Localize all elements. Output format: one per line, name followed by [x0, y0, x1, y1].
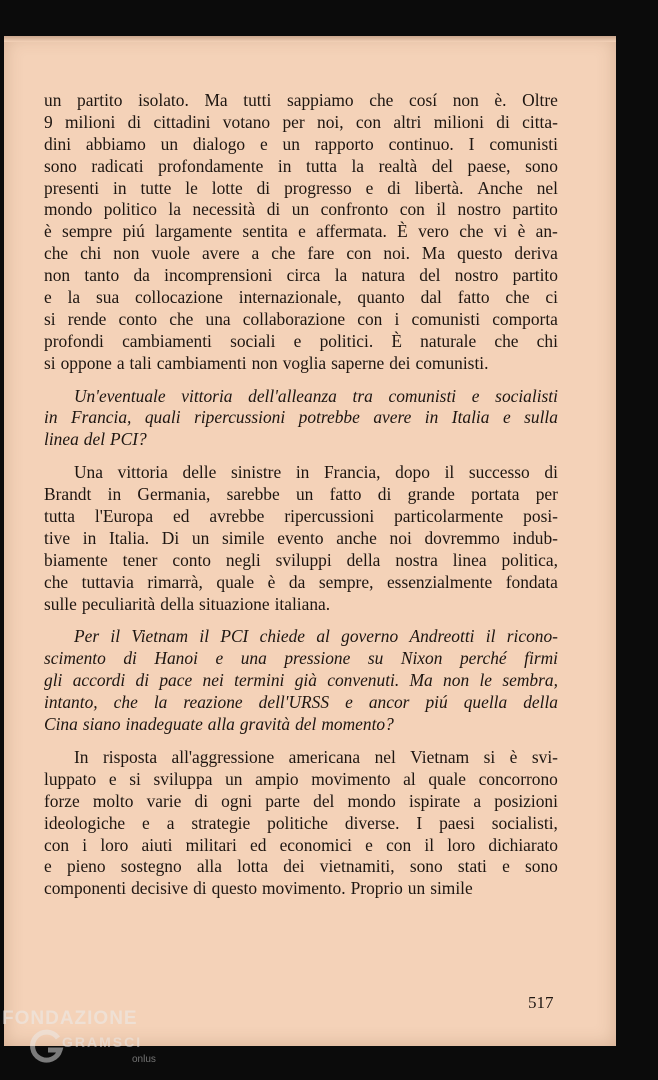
watermark-subtitle: GRAMSCI — [62, 1034, 143, 1050]
page-body-text — [44, 90, 558, 911]
text-line: Per il Vietnam il PCI chiede al governo Andreotti il ricono- — [74, 626, 558, 647]
body-paragraph — [44, 462, 558, 615]
text-line: Brandt in Germania, sarebbe un fatto di grande portata per — [44, 484, 558, 505]
text-line: con i loro aiuti militari ed economici e con il loro dichiarato — [44, 834, 558, 855]
text-line: scimento di Hanoi e una pressione su Nixon perché firmi — [44, 648, 558, 669]
text-line: un partito isolato. Ma tutti sappiamo che cosí non è. Oltre — [44, 90, 558, 110]
text-line: sulle peculiarità della situazione italiana. — [44, 593, 331, 614]
text-line: Un'eventuale vittoria dell'alleanza tra comunisti e socialisti — [74, 385, 558, 406]
text-line: e pieno sostegno alla lotta dei vietnamiti, sono stati e sono — [44, 856, 558, 877]
interview-question — [44, 626, 558, 735]
watermark-logo-icon — [28, 1028, 66, 1066]
watermark-onlus: onlus — [132, 1054, 156, 1065]
text-line: è sempre piú largamente sentita e affermata. È vero che vi è an- — [44, 221, 558, 242]
text-line: biamente tener conto negli sviluppi della nostra linea politica, — [44, 549, 558, 570]
text-line: ideologiche e a strategie politiche diverse. I paesi socialisti, — [44, 812, 558, 833]
text-line: dini abbiamo un dialogo e un rapporto continuo. I comunisti — [44, 133, 558, 154]
body-paragraph — [44, 90, 558, 375]
text-line: Cina siano inadeguate alla gravità del momento? — [44, 714, 394, 735]
body-paragraph — [44, 747, 558, 900]
text-line: in Francia, quali ripercussioni potrebbe avere in Italia e sulla — [44, 407, 558, 428]
text-line: si rende conto che una collaborazione con i comunisti comporta — [44, 308, 558, 329]
watermark-title: FONDAZIONE — [2, 1008, 138, 1029]
text-line: 9 milioni di cittadini votano per noi, con altri milioni di citta- — [44, 111, 558, 132]
text-line: In risposta all'aggressione americana nel Vietnam si è svi- — [74, 746, 558, 767]
page-number: 517 — [528, 993, 554, 1012]
text-line: che chi non vuole avere a che fare con noi. Ma questo deriva — [44, 243, 558, 264]
text-line: Una vittoria delle sinistre in Francia, dopo il successo di — [74, 462, 558, 483]
text-line: che tuttavia rimarrà, quale è da sempre, essenzialmente fondata — [44, 571, 558, 592]
text-line: linea del PCI? — [44, 429, 147, 450]
text-line: tutta l'Europa ed avrebbe ripercussioni particolarmente posi- — [44, 506, 558, 527]
interview-question — [44, 386, 558, 452]
text-line: sono radicati profondamente in tutta la realtà del paese, sono — [44, 155, 558, 176]
text-line: si oppone a tali cambiamenti non voglia saperne dei comunisti. — [44, 352, 489, 373]
page-top-edge — [4, 36, 616, 42]
text-line: mondo politico la necessità di un confronto con il nostro partito — [44, 199, 558, 220]
text-line: forze molto varie di ogni parte del mondo ispirate a posizioni — [44, 790, 558, 811]
text-line: intanto, che la reazione dell'URSS e ancor piú quella della — [44, 692, 558, 713]
text-line: profondi cambiamenti sociali e politici. È naturale che chi — [44, 330, 558, 351]
text-line: non tanto da incomprensioni circa la natura del nostro partito — [44, 265, 558, 286]
text-line: presenti in tutte le lotte di progresso e di libertà. Anche nel — [44, 177, 558, 198]
text-line: luppato e si sviluppa un ampio movimento al quale concorrono — [44, 768, 558, 789]
text-line: componenti decisive di questo movimento. Proprio un simile — [44, 878, 473, 899]
text-line: tive in Italia. Di un simile evento anche noi dovremmo indub- — [44, 527, 558, 548]
text-line: e la sua collocazione internazionale, quanto dal fatto che ci — [44, 287, 558, 308]
text-line: gli accordi di pace nei termini già convenuti. Ma non le sembra, — [44, 670, 558, 691]
